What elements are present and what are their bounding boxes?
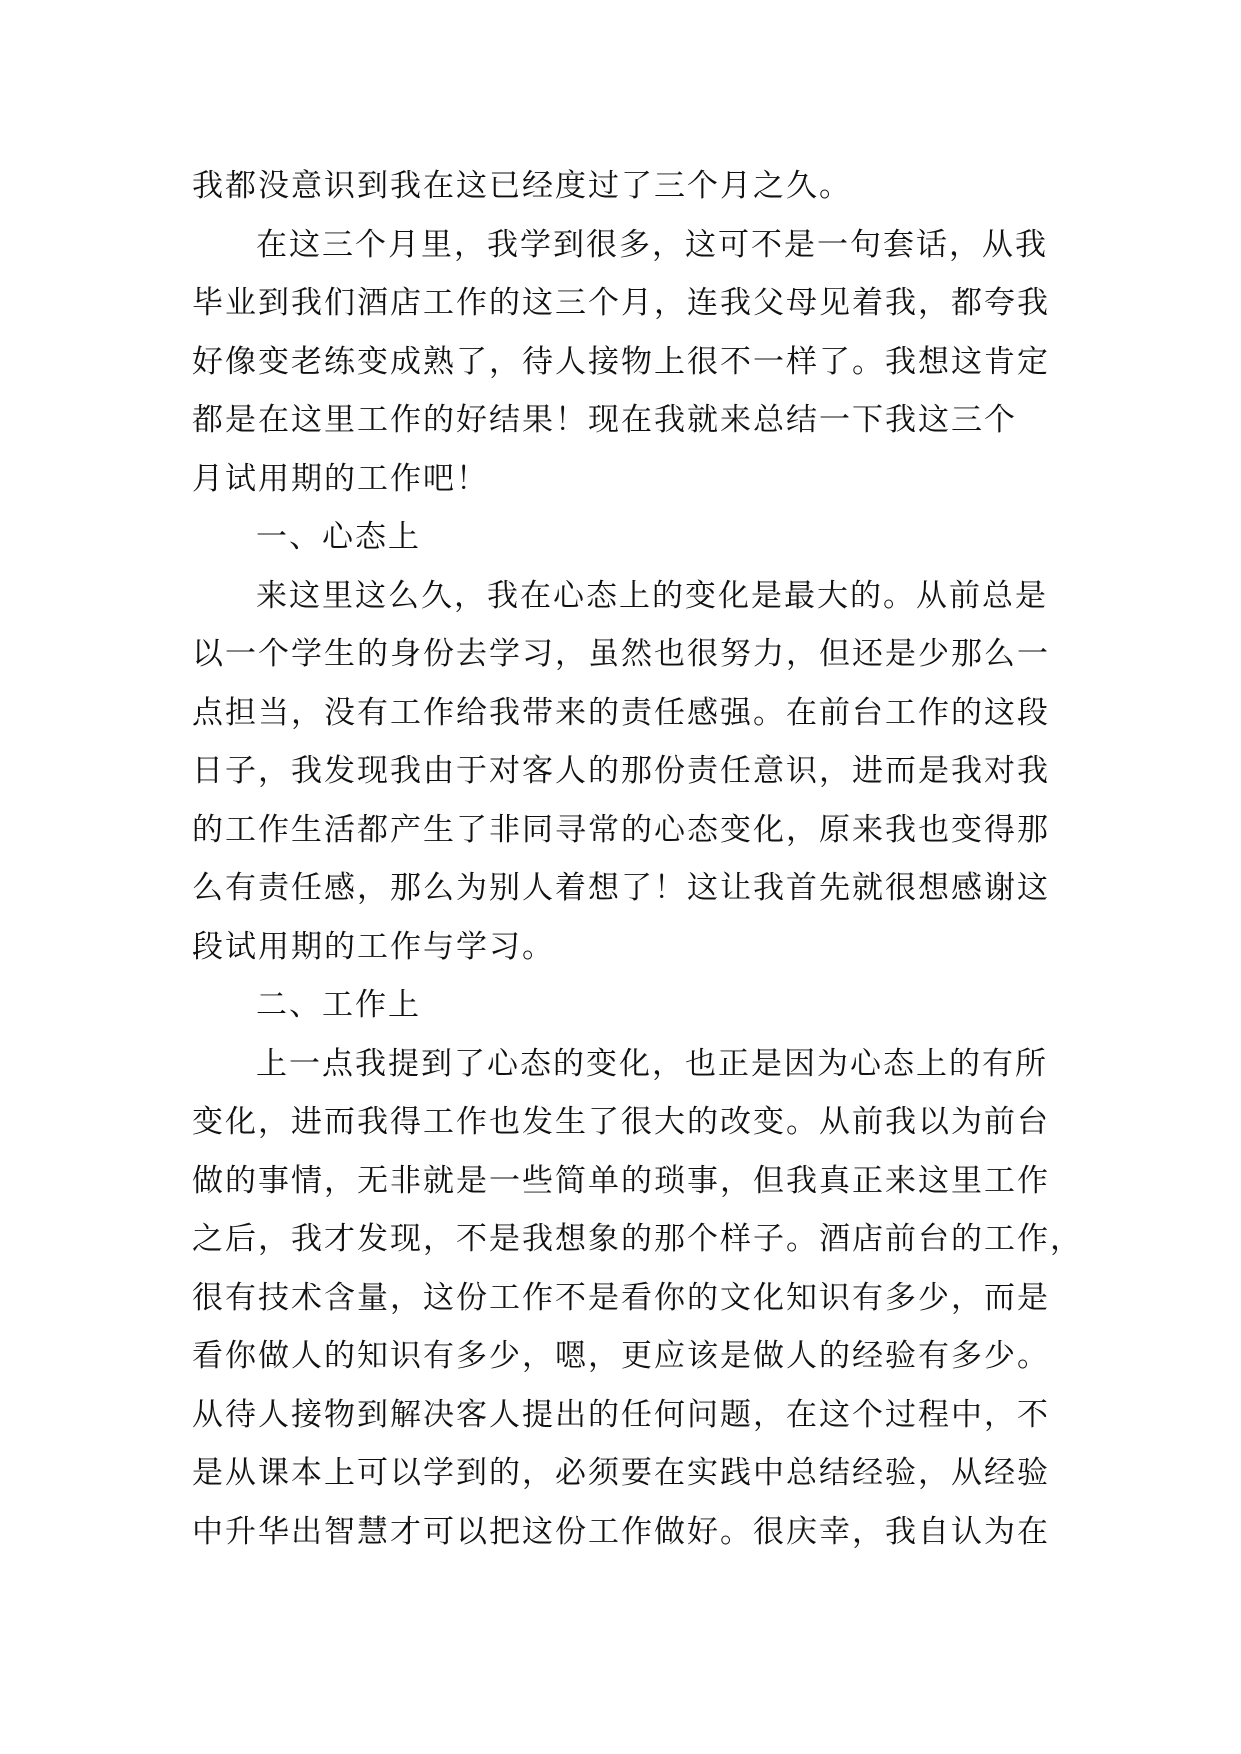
text-line: 是从课本上可以学到的，必须要在实践中总结经验，从经验 <box>192 1455 1050 1491</box>
text-line: 看你做人的知识有多少，嗯，更应该是做人的经验有多少。 <box>192 1338 1050 1374</box>
text-line: 以一个学生的身份去学习，虽然也很努力，但还是少那么一 <box>192 636 1050 672</box>
text-line: 都是在这里工作的好结果！现在我就来总结一下我这三个 <box>192 402 1017 438</box>
section-heading: 一、心态上 <box>256 519 421 555</box>
text-line: 我都没意识到我在这已经度过了三个月之久。 <box>192 168 852 204</box>
text-line: 从待人接物到解决客人提出的任何问题，在这个过程中，不 <box>192 1396 1050 1433</box>
text-line: 上一点我提到了心态的变化，也正是因为心态上的有所 <box>256 1045 1048 1082</box>
text-line: 日子，我发现我由于对客人的那份责任意识，进而是我对我 <box>192 753 1050 789</box>
text-line: 点担当，没有工作给我带来的责任感强。在前台工作的这段 <box>192 694 1050 731</box>
text-line: 之后，我才发现，不是我想象的那个样子。酒店前台的工作， <box>192 1221 1083 1257</box>
text-line: 好像变老练变成熟了，待人接物上很不一样了。我想这肯定 <box>192 343 1050 380</box>
document-body <box>192 157 1083 1561</box>
text-line: 么有责任感，那么为别人着想了！这让我首先就很想感谢这 <box>192 870 1050 906</box>
text-line: 的工作生活都产生了非同寻常的心态变化，原来我也变得那 <box>192 811 1050 848</box>
text-line: 中升华出智慧才可以把这份工作做好。很庆幸，我自认为在 <box>192 1513 1050 1550</box>
section-heading: 二、工作上 <box>256 987 421 1023</box>
text-line: 变化，进而我得工作也发生了很大的改变。从前我以为前台 <box>192 1104 1050 1140</box>
text-line: 来这里这么久，我在心态上的变化是最大的。从前总是 <box>256 577 1048 614</box>
text-line: 做的事情，无非就是一些简单的琐事，但我真正来这里工作 <box>192 1162 1050 1199</box>
text-line: 在这三个月里，我学到很多，这可不是一句套话，从我 <box>256 226 1048 263</box>
text-line: 段试用期的工作与学习。 <box>192 928 555 965</box>
text-line: 毕业到我们酒店工作的这三个月，连我父母见着我，都夸我 <box>192 285 1050 321</box>
text-line: 月试用期的工作吧！ <box>192 460 489 497</box>
text-line: 很有技术含量，这份工作不是看你的文化知识有多少，而是 <box>192 1279 1050 1316</box>
